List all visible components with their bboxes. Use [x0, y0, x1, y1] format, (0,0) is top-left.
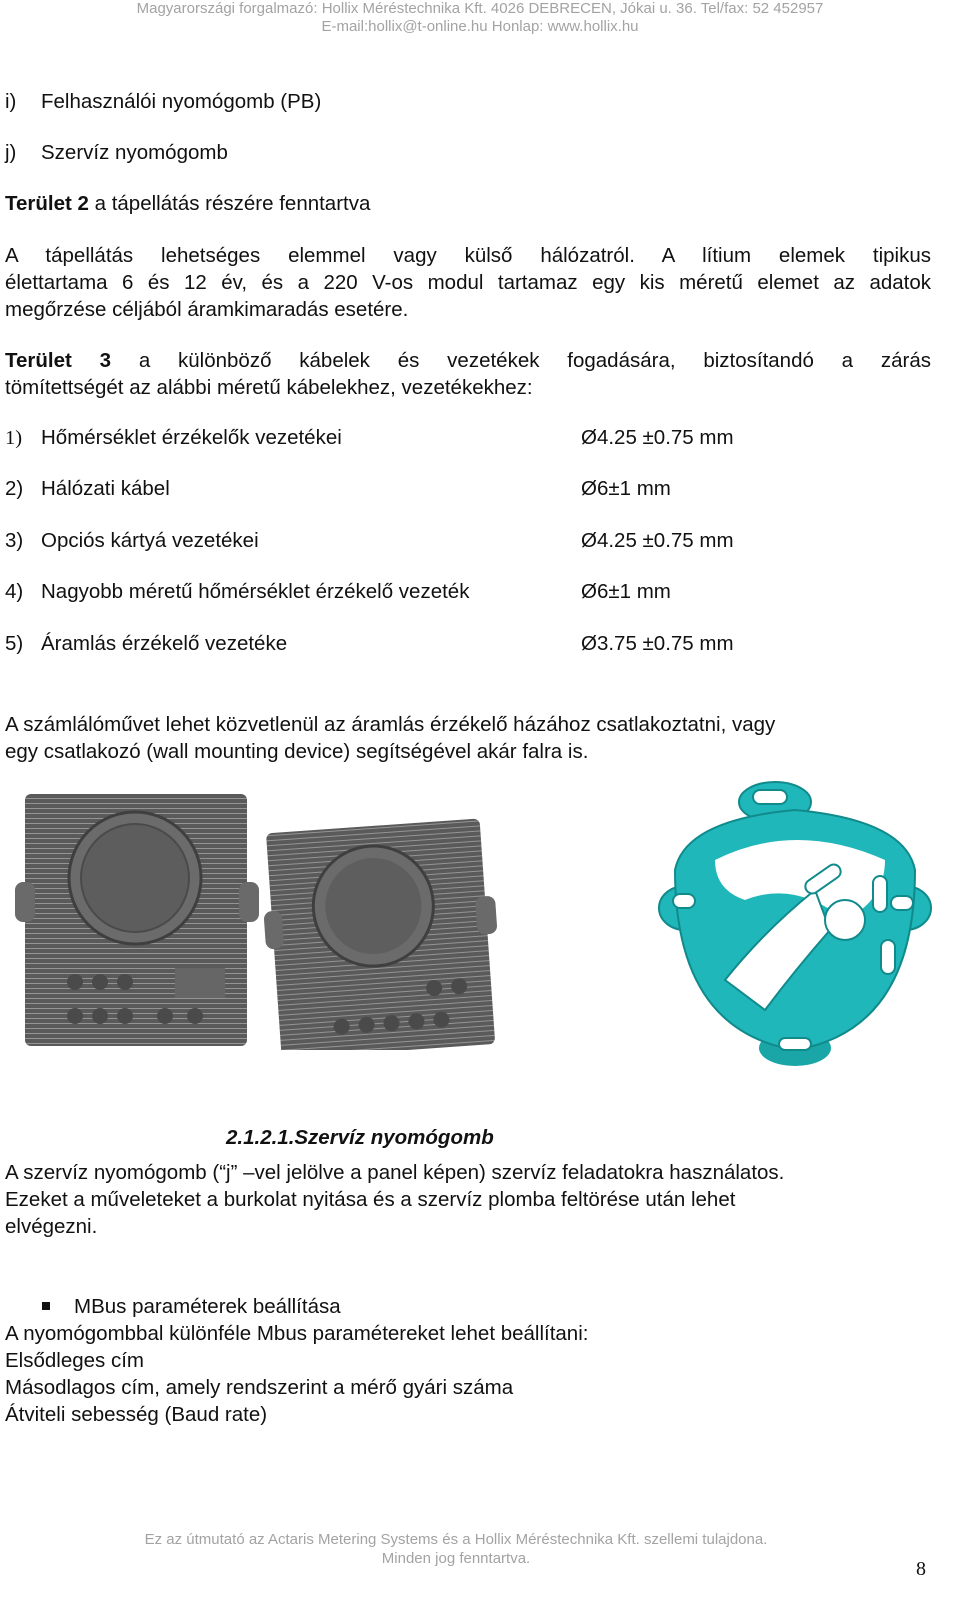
- section-heading: 2.1.2.1.Szervíz nyomógomb: [226, 1126, 494, 1149]
- area3-line1: [5, 347, 931, 375]
- meter-housing-images: [15, 790, 500, 1050]
- mount-para-line1: A számlálóművet lehet közvetlenül az áramlás érzékelő házához csatlakoztatni, vagy: [5, 713, 776, 736]
- cable-label: Opciós kártyá vezetékei: [41, 529, 259, 552]
- mbus-bullet-item: [42, 1293, 341, 1321]
- cable-row-2: [5, 477, 170, 501]
- mbus-line3: Másodlagos cím, amely rendszerint a mérő gyári száma: [5, 1376, 514, 1399]
- cable-row-5: [5, 632, 287, 656]
- wall-mounting-ring-image: [655, 780, 935, 1070]
- area2-text: a tápellátás részére fenntartva: [88, 192, 371, 215]
- cable-num: 2): [5, 477, 24, 500]
- area2-bold: Terület 2: [5, 192, 89, 215]
- cable-label: Áramlás érzékelő vezetéke: [41, 632, 288, 655]
- cable-num: 1): [5, 427, 23, 449]
- section-para-line2: Ezeket a műveleteket a burkolat nyitása és a szervíz plomba feltörése után lehet: [5, 1188, 736, 1211]
- area2-heading: [5, 190, 370, 218]
- list-item-j: [5, 139, 228, 167]
- mbus-line4: Átviteli sebesség (Baud rate): [5, 1403, 268, 1426]
- header-contact-line: E-mail:hollix@t-online.hu Honlap: www.hollix.hu: [321, 18, 639, 35]
- cable-row-4: [5, 580, 469, 604]
- area2-para-line1: A tápellátás lehetséges elemmel vagy külső hálózatról. A lítium elemek tipikus: [5, 244, 931, 267]
- cable-value: Ø6±1 mm: [581, 477, 671, 500]
- meter-housing-front-image: [15, 794, 259, 1046]
- cable-label: Hőmérséklet érzékelők vezetékei: [41, 426, 342, 449]
- section-para-line1: A szervíz nyomógomb (“j” –vel jelölve a panel képen) szervíz feladatokra használatos.: [5, 1161, 785, 1184]
- area3-text: a különböző kábelek és vezetékek fogadására, biztosítandó a zárás: [111, 349, 932, 372]
- mbus-line1: A nyomógombbal különféle Mbus paramétereket lehet beállítani:: [5, 1322, 589, 1345]
- list-text: Szervíz nyomógomb: [41, 141, 228, 164]
- area2-para-line3: megőrzése céljából áramkimaradás esetére.: [5, 298, 409, 321]
- footer-rights-line: Minden jog fenntartva.: [381, 1550, 531, 1567]
- footer-copyright-line: Ez az útmutató az Actaris Metering Systems és a Hollix Méréstechnika Kft. szellemi tulajdona.: [144, 1531, 768, 1548]
- bullet-square-icon: [42, 1302, 50, 1310]
- cable-value: Ø6±1 mm: [581, 580, 671, 603]
- mount-para-line2: egy csatlakozó (wall mounting device) segítségével akár falra is.: [5, 740, 589, 763]
- area3-line2: tömítettségét az alábbi méretű kábelekhez, vezetékekhez:: [5, 376, 533, 399]
- cable-row-3: [5, 529, 259, 553]
- mbus-line2: Elsődleges cím: [5, 1349, 145, 1372]
- area2-para-line2: élettartama 6 és 12 év, és a 220 V-os modul tartamaz egy kis méretű elemet az adatok: [5, 271, 931, 294]
- cable-num: 5): [5, 632, 24, 655]
- cable-value: Ø4.25 ±0.75 mm: [581, 426, 734, 449]
- cable-label: Hálózati kábel: [41, 477, 170, 500]
- cable-row-1: [5, 426, 342, 450]
- area3-bold: Terület 3: [5, 349, 112, 372]
- cable-label: Nagyobb méretű hőmérséklet érzékelő vezeték: [41, 580, 470, 603]
- cable-num: 4): [5, 580, 24, 603]
- page-number: 8: [916, 1558, 926, 1580]
- list-text: Felhasználói nyomógomb (PB): [41, 90, 322, 113]
- cable-value: Ø4.25 ±0.75 mm: [581, 529, 734, 552]
- header-company-line: Magyarországi forgalmazó: Hollix Méréstechnika Kft. 4026 DEBRECEN, Jókai u. 36. Tel/fax: 52 452957: [136, 0, 824, 17]
- list-marker: j): [5, 141, 17, 164]
- cable-size-list: [0, 426, 960, 666]
- cable-value: Ø3.75 ±0.75 mm: [581, 632, 734, 655]
- mbus-bullet-text: MBus paraméterek beállítása: [74, 1295, 341, 1318]
- cable-num: 3): [5, 529, 24, 552]
- list-marker: i): [5, 90, 17, 113]
- list-item-i: [5, 88, 321, 116]
- meter-housing-back-image: [258, 818, 500, 1050]
- section-para-line3: elvégezni.: [5, 1215, 98, 1238]
